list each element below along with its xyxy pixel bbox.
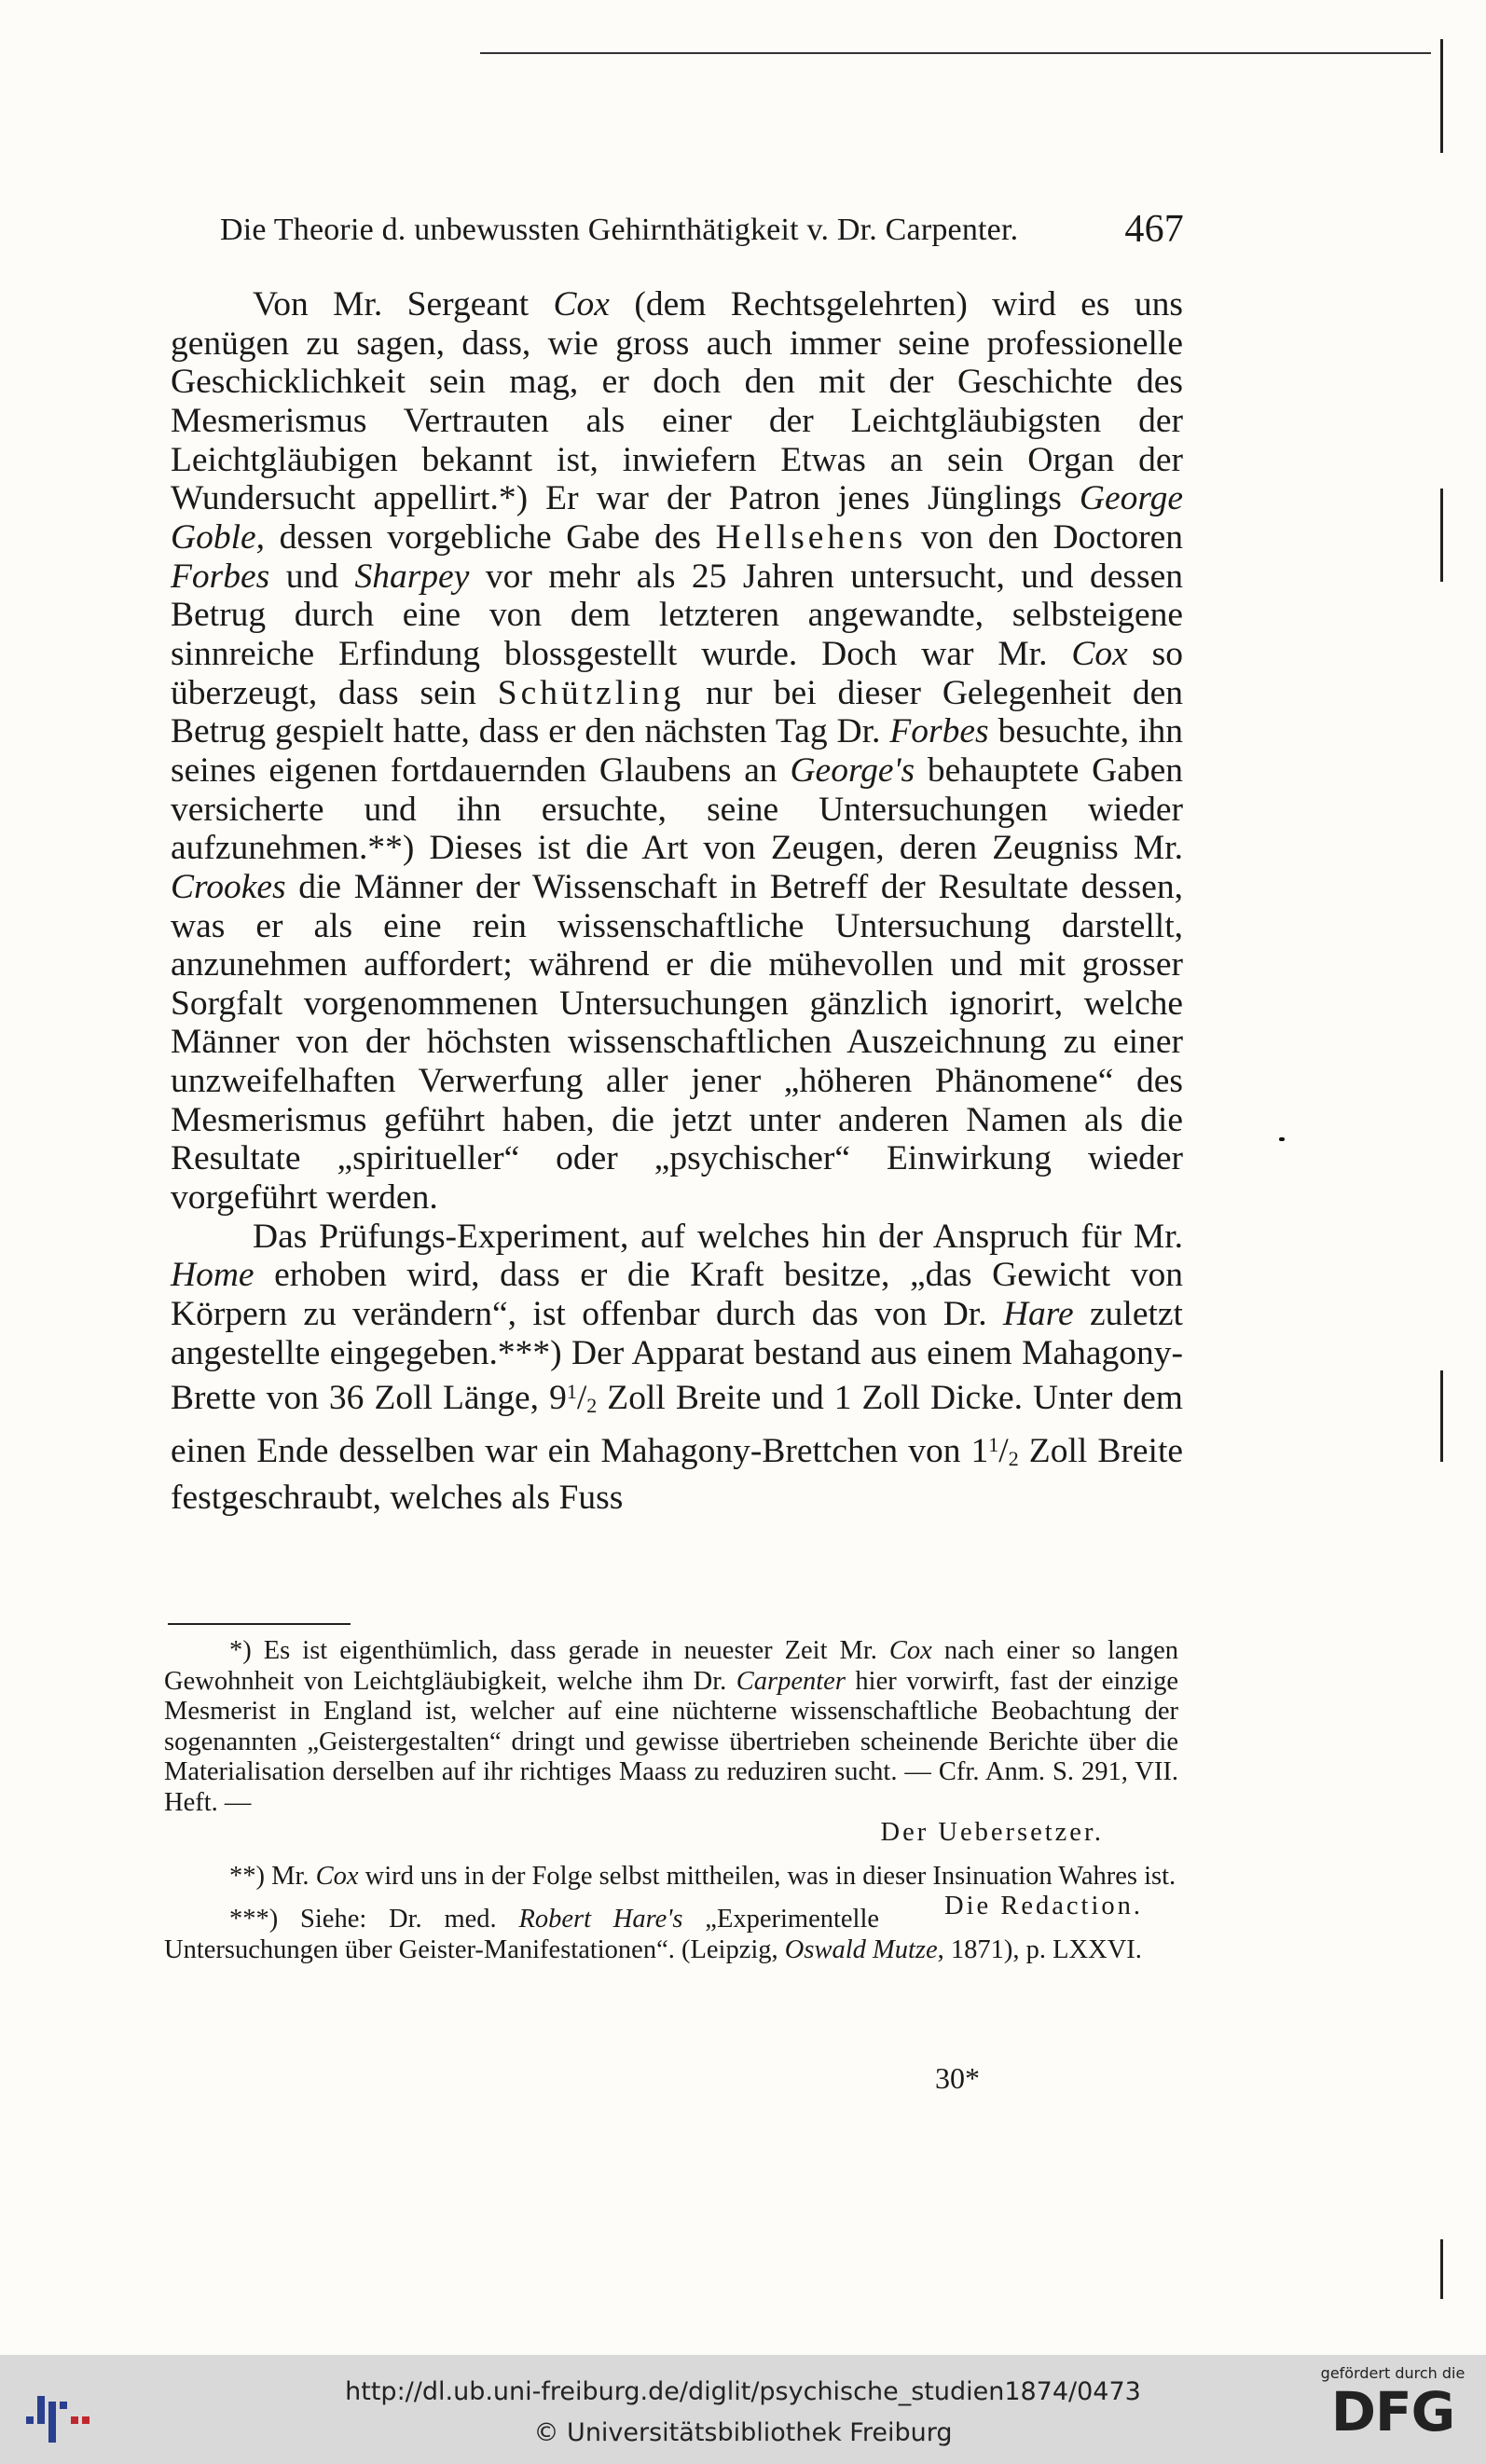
main-text bbox=[171, 285, 1183, 1517]
name-georges: George's bbox=[790, 750, 915, 790]
spaced-word: Schützling bbox=[497, 673, 685, 712]
margin-line bbox=[1440, 1370, 1443, 1462]
dfg-wordmark: DFG bbox=[1330, 2380, 1455, 2443]
footer-bar bbox=[0, 2355, 1486, 2464]
name-forbes: Forbes bbox=[171, 557, 270, 596]
paragraph: Das Prüfungs-Experiment, auf welches hin der Anspruch für Mr. Home erhoben wird, dass er die Kraft besitze, „das Gewicht von Körpern zu verändern“, ist offenbar durch das von Dr. Hare zuletzt angestellte eingegeben.***) Der Apparat bestand aus einem Mahagony-Brette von 36 Zoll Länge, $9^1/2$ Zoll Breite und 1 Zoll Dicke. Unter dem einen Ende desselben war ein Mahagony-Brettchen von $1^1/2$ Zoll Breite festgeschraubt, welches als Fuss bbox=[171, 1217, 1184, 1517]
running-head-title: Die Theorie d. unbewussten Gehirnthätigkeit v. Dr. Carpenter. bbox=[220, 213, 1019, 247]
name-crookes: Crookes bbox=[171, 867, 286, 906]
page-number: 467 bbox=[1124, 208, 1184, 251]
footer-copyright: © Universitätsbibliothek Freiburg bbox=[533, 2418, 953, 2447]
margin-line bbox=[1440, 489, 1443, 582]
paragraph: Von Mr. Sergeant Cox (dem Rechtsgelehrten) wird es uns genügen zu sagen, dass, wie gross auch immer seine professionelle Geschicklichkeit sein mag, er doch den mit der Geschichte des Mesmerismus Vertrauten als einer der Leichtgläubigsten der Leichtgläubigen bekannt ist, inwiefern Etwas an sein Organ der Wundersucht appellirt.*) Er war der Patron jenes Jünglings George Goble, dessen vorgebliche Gabe des Hellsehens von den Doctoren Forbes und Sharpey vor mehr als 25 Jahren untersucht, und dessen Betrug durch eine von dem letzteren angewandte, selbsteigene sinnreiche Erfindung blossgestellt wurde. Doch war Mr. Cox so überzeugt, dass sein Schützling nur bei dieser Gelegenheit den Betrug gespielt hatte, dass er den nächsten Tag Dr. Forbes besuchte, ihn seines eigenen fortdauernden Glaubens an George's behauptete Gaben versicherte und ihn ersuchte, seine Untersuchungen wieder aufzunehmen.**) Dieses ist die Art von Zeugen, deren Zeugniss Mr. Crookes die Männer der Wissenschaft in Betreff der Resultate dessen, was er als eine rein wissenschaftliche Untersuchung darstellt, anzunehmen auffordert; während er die mühevollen und mit grosser Sorgfalt vorgenommenen Untersuchungen gänzlich ignorirt, welche Männer von der höchsten wissenschaftlichen Auszeichnung zu einer unzweifelhaften Verwerfung aller jener „höheren Phänomene“ des Mesmerismus geführt haben, die jetzt unter anderen Namen als die Resultate „spiritueller“ oder „psychischer“ Einwirkung wieder vorgeführt werden. bbox=[171, 285, 1184, 1218]
dfg-caption: gefördert durch die bbox=[1320, 2364, 1465, 2382]
footnote-3: ***) Siehe: Dr. med. Robert Hare's „Experimentelle Untersuchungen über Geister-Manifestationen“. (Leipzig, Oswald Mutze, 1871), p. LXXVI. bbox=[164, 1905, 1142, 1964]
name-sharpey: Sharpey bbox=[354, 557, 470, 596]
footnotes bbox=[164, 1636, 1178, 1965]
footer-url[interactable]: http://dl.ub.uni-freiburg.de/diglit/psychische_studien1874/0473 bbox=[345, 2377, 1141, 2406]
footnote-rule bbox=[168, 1623, 351, 1625]
name-hare: Hare bbox=[1002, 1295, 1074, 1334]
dfg-logo bbox=[1309, 2364, 1477, 2457]
name-forbes: Forbes bbox=[889, 712, 989, 751]
name-cox: Cox bbox=[553, 285, 610, 323]
top-rule bbox=[480, 52, 1431, 54]
footnote-1: *) Es ist eigenthümlich, dass gerade in neuester Zeit Mr. Cox nach einer so langen Gewohnheit von Leichtgläubigkeit, welche ihm Dr. Carpenter hier vorwirft, fast der einzige Mesmerist in England ist, welcher auf eine nüchterne wissenschaftliche Beobachtung der sogenannten „Geistergestalten“ dringt und gewisse übertrieben scheinende Berichte über die Materialisation derselben auf ihr richtiges Maass zu reduziren sucht. — Cfr. Anm. S. 291, VII. Heft. — bbox=[164, 1636, 1178, 1817]
name-cox: Cox bbox=[1071, 634, 1128, 673]
margin-line bbox=[1440, 39, 1443, 153]
ink-speck bbox=[1279, 1137, 1285, 1141]
signature-mark: 30* bbox=[935, 2061, 980, 2095]
footnote-1-signature: Der Uebersetzer. bbox=[880, 1818, 1104, 1847]
margin-line bbox=[1440, 2239, 1443, 2299]
spaced-word: Hellsehens bbox=[715, 517, 907, 557]
footnote-2: **) Mr. Cox wird uns in der Folge selbst mittheilen, was in dieser Insinuation Wahres ist. Die Redaction. bbox=[164, 1862, 1178, 1893]
footnote-2-signature: Die Redaction. bbox=[944, 1892, 1143, 1920]
running-head bbox=[220, 207, 1184, 254]
name-george-goble: George Goble, bbox=[171, 479, 1183, 557]
name-home: Home bbox=[171, 1256, 255, 1295]
